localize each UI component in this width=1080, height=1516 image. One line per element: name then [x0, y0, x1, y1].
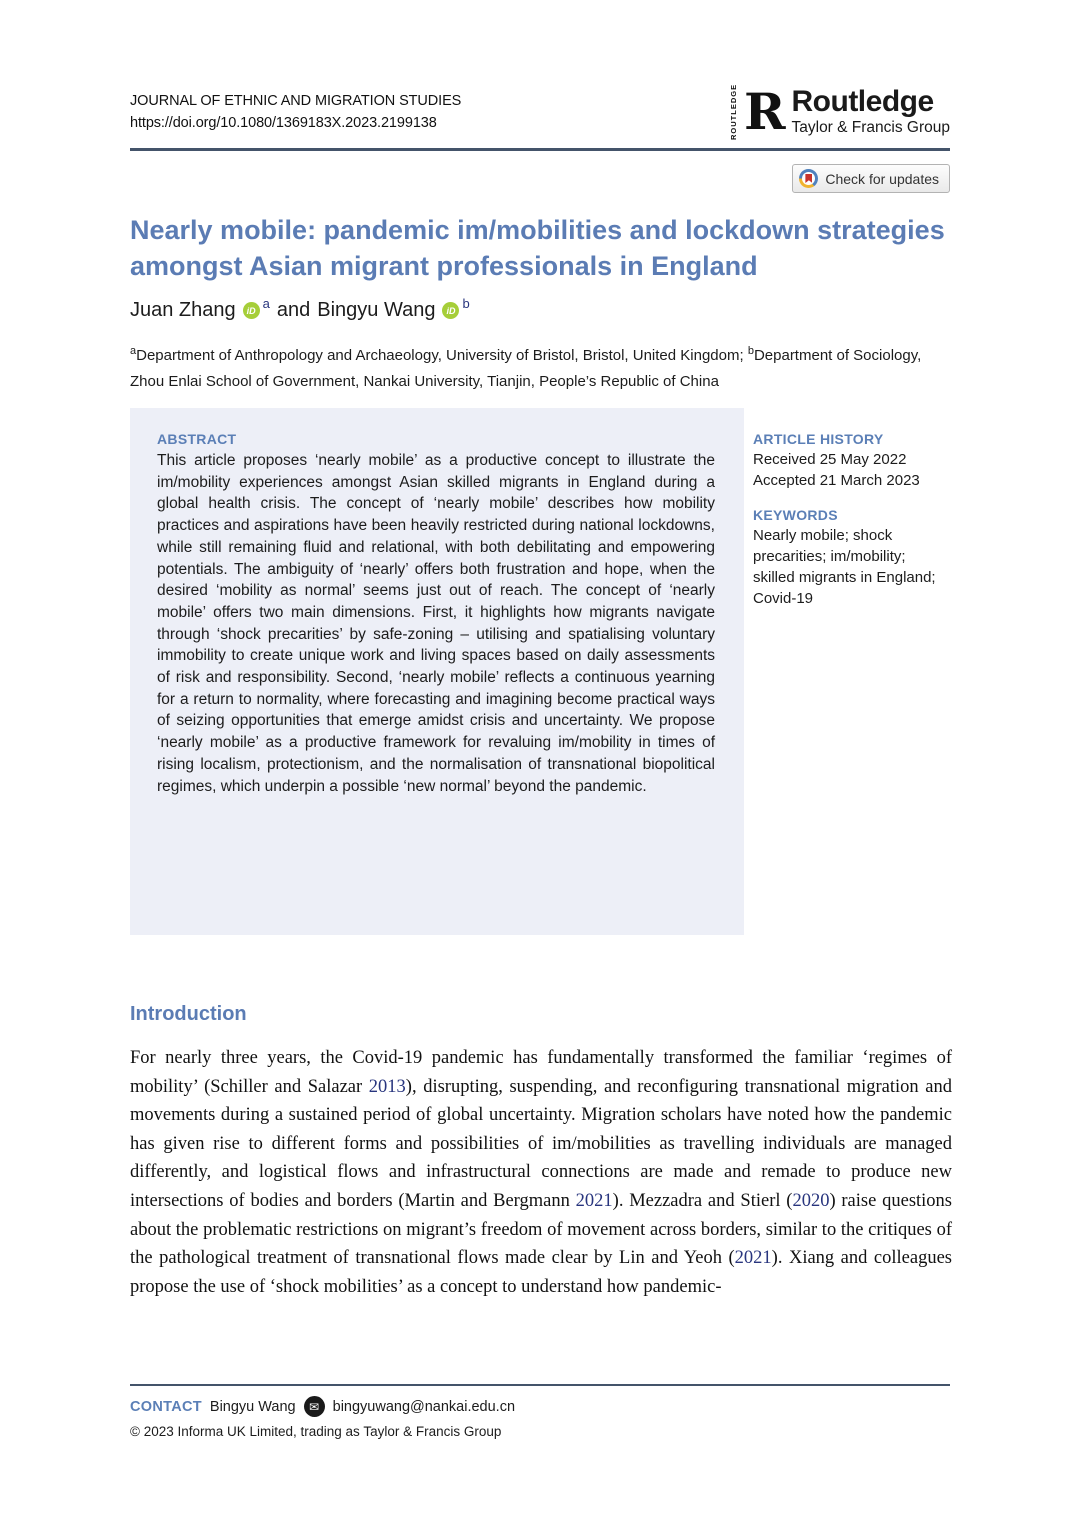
keywords-heading: KEYWORDS	[753, 507, 838, 523]
check-for-updates-button[interactable]	[792, 164, 950, 193]
publisher-name: Routledge	[791, 85, 934, 118]
citation-link[interactable]: 2020	[792, 1190, 830, 1211]
article-history-heading: ARTICLE HISTORY	[753, 431, 884, 447]
article-history-accepted: Accepted 21 March 2023	[753, 472, 920, 489]
publisher-logo	[729, 84, 950, 140]
page-header	[130, 82, 950, 141]
contact-name: Bingyu Wang	[209, 1398, 296, 1415]
affiliation-mark: a	[130, 345, 137, 357]
author-name-1: Juan Zhang	[130, 299, 236, 321]
copyright-text: © 2023 Informa UK Limited, trading as Taylor & Francis Group	[130, 1424, 502, 1439]
citation-link[interactable]: 2013	[368, 1076, 406, 1097]
contact-label: CONTACT	[130, 1398, 202, 1415]
routledge-vertical-text: ROUTLEDGE	[728, 83, 738, 140]
article-meta-column	[753, 408, 950, 935]
article-title: Nearly mobile: pandemic im/mobilities and lockdown strategies amongst Asian migrant professionals in England	[130, 215, 945, 281]
journal-info	[130, 90, 461, 134]
author-affiliation-mark-1: a	[262, 296, 270, 311]
citation-link[interactable]: 2021	[575, 1190, 613, 1211]
introduction-heading: Introduction	[130, 1003, 247, 1025]
contact-email[interactable]: bingyuwang@nankai.edu.cn	[332, 1398, 516, 1415]
orcid-icon[interactable]: iD	[442, 302, 459, 319]
abstract-text: This article proposes ‘nearly mobile’ as a productive concept to illustrate the im/mobility experiences amongst Asian skilled migrants in England during a global health crisis. The concept of ‘nearly mobile’ describes how mobility practices and aspirations have been heavily restricted during national lockdowns, while still remaining fluid and relational, with both debilitating and empowering potentials. The ambiguity of ‘nearly’ offers both frustration and hope, when the desired ‘mobility as normal’ seems just out of reach. The concept of ‘nearly mobile’ offers two main dimensions. First, it highlights how migrants navigate through ‘shock precarities’ by safe-zoning – utilising and spatialising voluntary immobility to create unique work and living spaces based on daily assessments of risk and responsibility. Second, ‘nearly mobile’ reflects a continuous yearning for a return to normality, where forecasting and imagining become practical ways of seizing opportunities that emerge amidst crisis and uncertainty. We propose ‘nearly mobile’ as a productive framework for revaluing im/mobility in times of rising localism, protectionism, and the normalisation of transnational biopolitical regimes, which underpin a possible ‘new normal’ beyond the pandemic.	[157, 452, 715, 795]
check-for-updates-label: Check for updates	[825, 170, 939, 187]
orcid-icon[interactable]: iD	[243, 302, 260, 319]
contact-line	[130, 1396, 950, 1417]
affiliations: $^a$Department of Anthropology and Archaeology, University of Bristol, Bristol, United Kingdom; $^b$Department of Sociology, Zhou Enlai School of Government, Nankai University, Tianjin, People’s Republic of China	[130, 345, 922, 390]
routledge-r-logo-icon: R	[743, 82, 786, 141]
citation-link[interactable]: 2021	[734, 1248, 772, 1269]
article-history-received: Received 25 May 2022	[753, 451, 907, 468]
abstract-section	[130, 408, 950, 935]
author-name-2: Bingyu Wang	[317, 299, 436, 321]
footer-divider	[130, 1384, 950, 1386]
crossmark-icon	[799, 169, 818, 188]
doi-text: https://doi.org/10.1080/1369183X.2023.2199138	[130, 115, 437, 131]
introduction-paragraph: For nearly three years, the Covid-19 pandemic has fundamentally transformed the familiar ‘regimes of mobility’ (Schiller and Salazar 2013), disrupting, suspending, and reconfiguring transnational migration and movements during a sustained period of global uncertainty. Migration scholars have noted how the pandemic has given rise to different forms and possibilities of im/mobilities as travelling individuals are managed differently, and logistical flows and infrastructural connections are made and remade to produce new intersections of bodies and borders (Martin and Bergmann 2021). Mezzadra and Stierl (2020) raise questions about the problematic restrictions on migrant’s freedom of movement across borders, similar to the critiques of the pathological treatment of transnational flows made clear by Lin and Yeoh (2021). Xiang and colleagues propose the use of ‘shock mobilities’ as a concept to understand how pandemic-	[130, 1048, 952, 1297]
affiliation-mark: b	[747, 345, 754, 357]
journal-name: JOURNAL OF ETHNIC AND MIGRATION STUDIES	[130, 93, 462, 109]
keywords-text: Nearly mobile; shock precarities; im/mobility; skilled migrants in England; Covid-19	[753, 527, 936, 607]
abstract-box	[130, 408, 744, 935]
abstract-heading: ABSTRACT	[157, 431, 237, 447]
authors-separator: and	[276, 299, 311, 321]
authors-line	[130, 296, 950, 322]
publisher-group: Taylor & Francis Group	[791, 119, 950, 136]
author-affiliation-mark-2: b	[462, 296, 470, 311]
email-icon[interactable]: ✉	[304, 1396, 325, 1417]
header-divider	[130, 148, 950, 151]
